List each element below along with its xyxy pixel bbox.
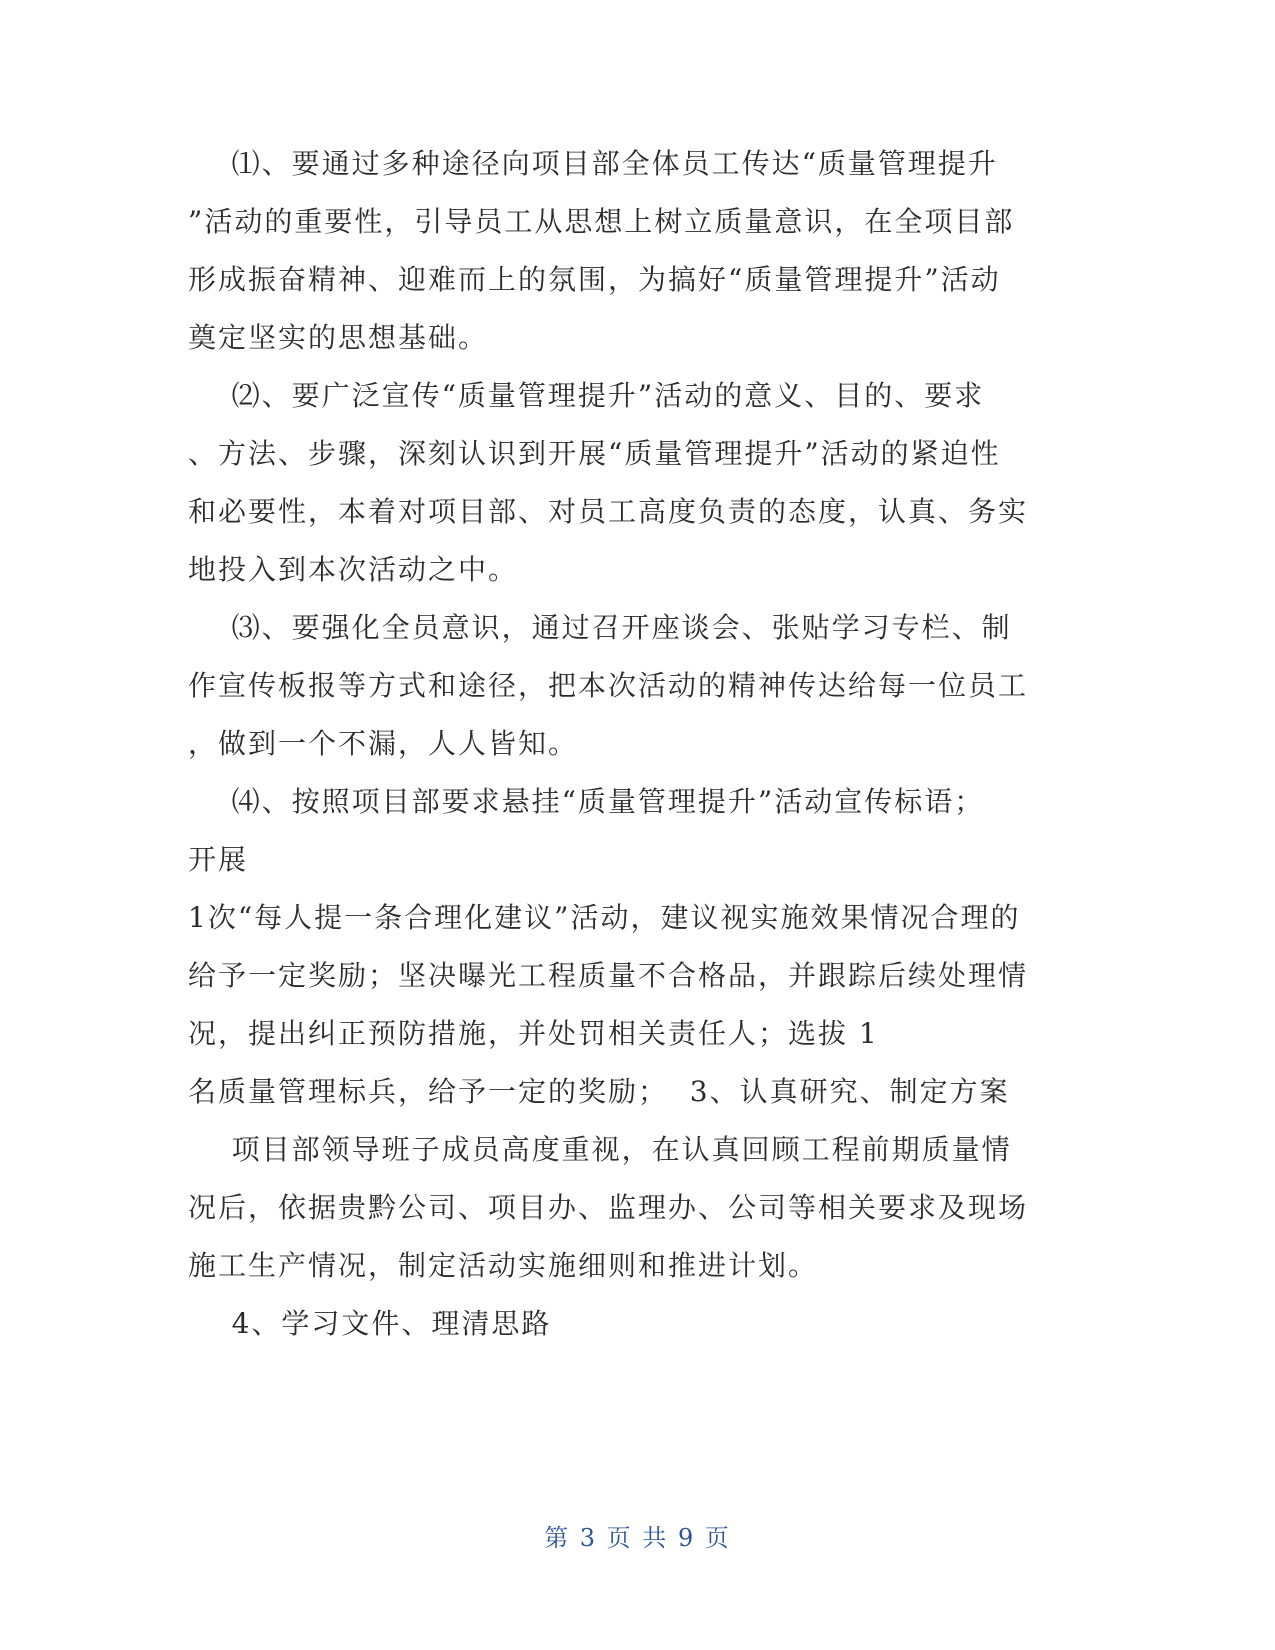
text-line: 形成振奋精神、迎难而上的氛围，为搞好“质量管理提升”活动 xyxy=(188,263,1001,296)
text-line: ，做到一个不漏，人人皆知。 xyxy=(188,727,579,760)
text-line: 作宣传板报等方式和途径，把本次活动的精神传达给每一位员工 xyxy=(188,669,1029,702)
text-line: 况后，依据贵黔公司、项目办、监理办、公司等相关要求及现场 xyxy=(188,1191,1029,1224)
text-line: 施工生产情况，制定活动实施细则和推进计划。 xyxy=(188,1249,819,1282)
text-line: 和必要性，本着对项目部、对员工高度负责的态度，认真、务实 xyxy=(188,495,1029,528)
text-line: 地投入到本次活动之中。 xyxy=(188,553,519,586)
text-line: 、方法、步骤，深刻认识到开展“质量管理提升”活动的紧迫性 xyxy=(188,437,1001,470)
text-line: ⑴、要通过多种途径向项目部全体员工传达“质量管理提升 xyxy=(188,147,998,180)
text-line: ⑵、要广泛宣传“质量管理提升”活动的意义、目的、要求 xyxy=(188,379,985,412)
text-line: 开展 xyxy=(188,843,249,876)
text-line: 4、学习文件、理清思路 xyxy=(188,1307,552,1340)
text-line: ⑶、要强化全员意识，通过召开座谈会、张贴学习专栏、制 xyxy=(188,611,1012,644)
text-line: 项目部领导班子成员高度重视，在认真回顾工程前期质量情 xyxy=(188,1133,1012,1166)
text-line: ”活动的重要性，引导员工从思想上树立质量意识，在全项目部 xyxy=(188,205,1015,238)
text-line: 给予一定奖励；坚决曝光工程质量不合格品，并跟踪后续处理情 xyxy=(188,959,1029,992)
text-line: 1次“每人提一条合理化建议”活动，建议视实施效果情况合理的 xyxy=(188,901,1021,934)
text-line: 奠定坚实的思想基础。 xyxy=(188,321,489,354)
page-number: 第 3 页 共 9 页 xyxy=(544,1524,731,1552)
text-line: 名质量管理标兵，给予一定的奖励； 3、认真研究、制定方案 xyxy=(188,1075,1010,1108)
text-line: 况，提出纠正预防措施，并处罚相关责任人；选拔 1 xyxy=(188,1017,879,1050)
text-line: ⑷、按照项目部要求悬挂“质量管理提升”活动宣传标语； xyxy=(188,785,985,818)
